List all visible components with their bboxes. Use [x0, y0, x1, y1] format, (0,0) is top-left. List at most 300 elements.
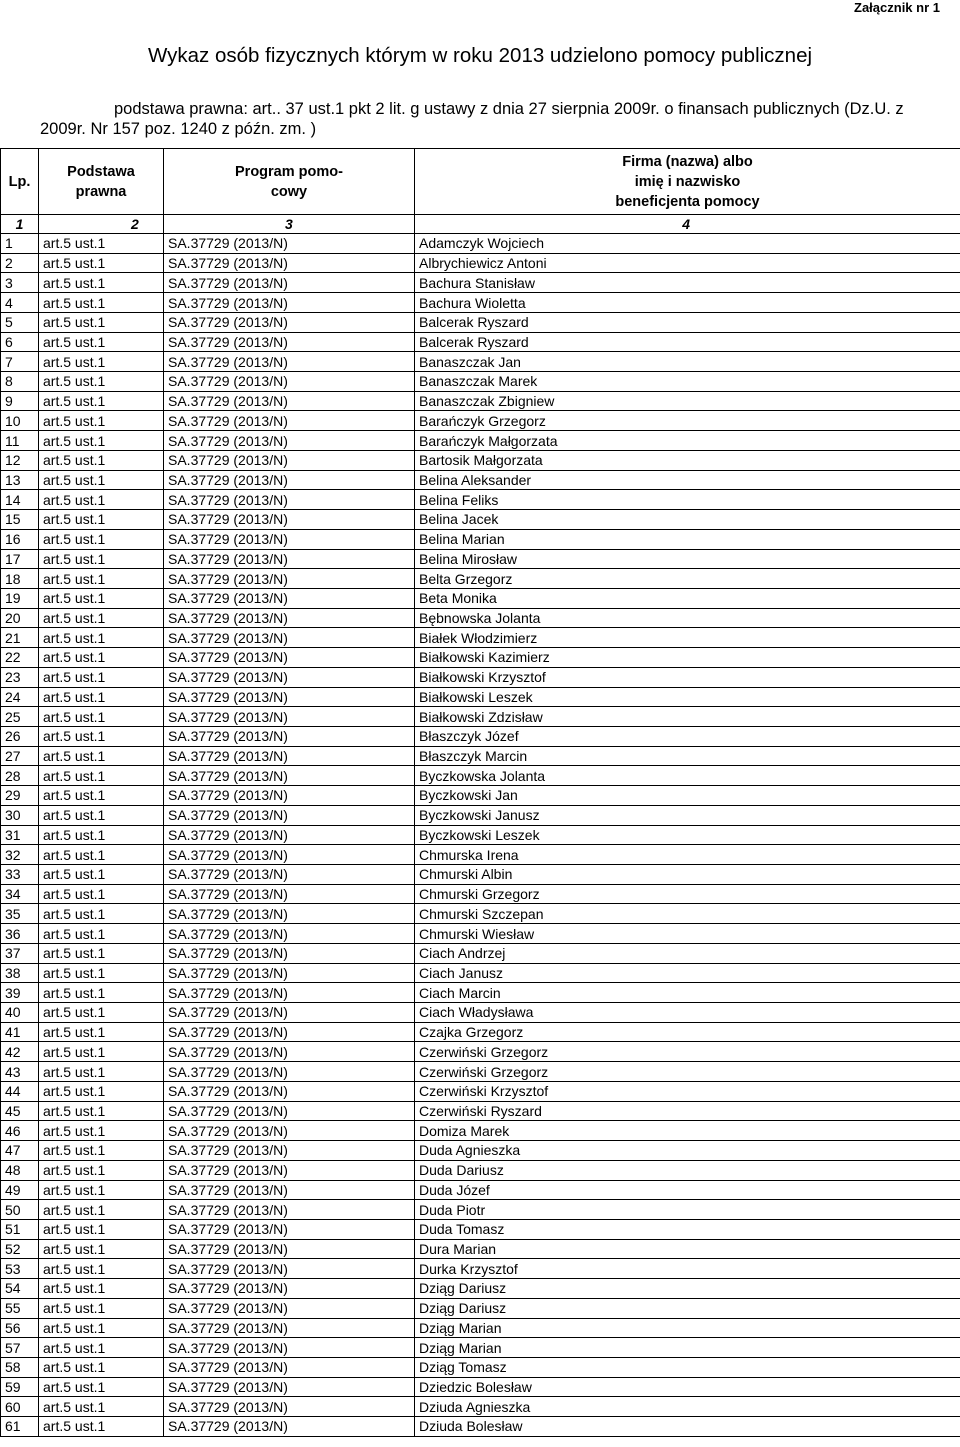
row-aid-program: SA.37729 (2013/N) — [164, 746, 415, 766]
row-lp: 26 — [1, 726, 39, 746]
row-beneficiary: Belina Jacek — [415, 510, 960, 530]
row-lp: 36 — [1, 924, 39, 944]
table-row — [1, 234, 960, 254]
row-legal-basis: art.5 ust.1 — [39, 943, 164, 963]
row-lp: 51 — [1, 1219, 39, 1239]
row-legal-basis: art.5 ust.1 — [39, 332, 164, 352]
row-legal-basis: art.5 ust.1 — [39, 411, 164, 431]
row-aid-program: SA.37729 (2013/N) — [164, 1338, 415, 1358]
row-lp: 10 — [1, 411, 39, 431]
row-beneficiary: Białek Włodzimierz — [415, 628, 960, 648]
row-beneficiary: Dziąg Tomasz — [415, 1357, 960, 1377]
table-row — [1, 1160, 960, 1180]
row-legal-basis: art.5 ust.1 — [39, 1279, 164, 1299]
row-aid-program: SA.37729 (2013/N) — [164, 707, 415, 727]
row-legal-basis: art.5 ust.1 — [39, 1160, 164, 1180]
row-beneficiary: Belta Grzegorz — [415, 569, 960, 589]
annex-label: Załącznik nr 1 — [854, 0, 940, 15]
row-aid-program: SA.37729 (2013/N) — [164, 431, 415, 451]
row-beneficiary: Byczkowski Janusz — [415, 805, 960, 825]
row-beneficiary: Dziąg Dariusz — [415, 1298, 960, 1318]
table-row — [1, 667, 960, 687]
row-beneficiary: Czajka Grzegorz — [415, 1022, 960, 1042]
row-aid-program: SA.37729 (2013/N) — [164, 352, 415, 372]
row-lp: 19 — [1, 588, 39, 608]
table-row — [1, 588, 960, 608]
row-legal-basis: art.5 ust.1 — [39, 687, 164, 707]
row-beneficiary: Albrychiewicz Antoni — [415, 253, 960, 273]
row-aid-program: SA.37729 (2013/N) — [164, 726, 415, 746]
row-beneficiary: Adamczyk Wojciech — [415, 234, 960, 254]
row-beneficiary: Białkowski Leszek — [415, 687, 960, 707]
row-legal-basis: art.5 ust.1 — [39, 510, 164, 530]
row-lp: 46 — [1, 1121, 39, 1141]
row-aid-program: SA.37729 (2013/N) — [164, 470, 415, 490]
row-aid-program: SA.37729 (2013/N) — [164, 1239, 415, 1259]
row-aid-program: SA.37729 (2013/N) — [164, 608, 415, 628]
row-aid-program: SA.37729 (2013/N) — [164, 312, 415, 332]
row-lp: 6 — [1, 332, 39, 352]
row-lp: 7 — [1, 352, 39, 372]
column-number: 1 — [1, 215, 39, 234]
row-beneficiary: Chmurski Szczepan — [415, 904, 960, 924]
row-beneficiary: Chmurski Wiesław — [415, 924, 960, 944]
row-beneficiary: Białkowski Krzysztof — [415, 667, 960, 687]
row-lp: 9 — [1, 391, 39, 411]
header-beneficiary: Firma (nazwa) albo imię i nazwisko beneficjenta pomocy — [415, 149, 960, 215]
table-row — [1, 1062, 960, 1082]
row-legal-basis: art.5 ust.1 — [39, 628, 164, 648]
table-row — [1, 1338, 960, 1358]
row-aid-program: SA.37729 (2013/N) — [164, 411, 415, 431]
column-number-row — [1, 215, 960, 234]
row-lp: 23 — [1, 667, 39, 687]
row-lp: 12 — [1, 450, 39, 470]
table-row — [1, 845, 960, 865]
table-row — [1, 707, 960, 727]
row-aid-program: SA.37729 (2013/N) — [164, 1062, 415, 1082]
row-lp: 42 — [1, 1042, 39, 1062]
header-legal-basis: Podstawa prawna — [39, 149, 164, 215]
header-aid-program: Program pomo- cowy — [164, 149, 415, 215]
table-row — [1, 293, 960, 313]
row-aid-program: SA.37729 (2013/N) — [164, 845, 415, 865]
row-lp: 59 — [1, 1377, 39, 1397]
row-lp: 28 — [1, 766, 39, 786]
row-lp: 18 — [1, 569, 39, 589]
row-legal-basis: art.5 ust.1 — [39, 1062, 164, 1082]
row-legal-basis: art.5 ust.1 — [39, 1338, 164, 1358]
row-lp: 32 — [1, 845, 39, 865]
row-legal-basis: art.5 ust.1 — [39, 1042, 164, 1062]
row-legal-basis: art.5 ust.1 — [39, 1022, 164, 1042]
row-aid-program: SA.37729 (2013/N) — [164, 648, 415, 668]
row-aid-program: SA.37729 (2013/N) — [164, 1141, 415, 1161]
row-aid-program: SA.37729 (2013/N) — [164, 943, 415, 963]
row-lp: 49 — [1, 1180, 39, 1200]
row-beneficiary: Bartosik Małgorzata — [415, 450, 960, 470]
table-row — [1, 963, 960, 983]
row-legal-basis: art.5 ust.1 — [39, 253, 164, 273]
row-beneficiary: Białkowski Zdzisław — [415, 707, 960, 727]
row-aid-program: SA.37729 (2013/N) — [164, 569, 415, 589]
row-lp: 29 — [1, 786, 39, 806]
row-aid-program: SA.37729 (2013/N) — [164, 1377, 415, 1397]
beneficiaries-table — [0, 148, 960, 1437]
row-beneficiary: Balcerak Ryszard — [415, 332, 960, 352]
row-legal-basis: art.5 ust.1 — [39, 569, 164, 589]
row-beneficiary: Duda Agnieszka — [415, 1141, 960, 1161]
table-row — [1, 1042, 960, 1062]
row-aid-program: SA.37729 (2013/N) — [164, 963, 415, 983]
row-lp: 37 — [1, 943, 39, 963]
row-aid-program: SA.37729 (2013/N) — [164, 1200, 415, 1220]
row-lp: 22 — [1, 648, 39, 668]
table-row — [1, 766, 960, 786]
row-lp: 25 — [1, 707, 39, 727]
row-legal-basis: art.5 ust.1 — [39, 805, 164, 825]
row-beneficiary: Bębnowska Jolanta — [415, 608, 960, 628]
table-row — [1, 1357, 960, 1377]
row-legal-basis: art.5 ust.1 — [39, 667, 164, 687]
row-beneficiary: Byczkowska Jolanta — [415, 766, 960, 786]
row-beneficiary: Dziuda Agnieszka — [415, 1397, 960, 1417]
table-row — [1, 608, 960, 628]
row-legal-basis: art.5 ust.1 — [39, 904, 164, 924]
row-legal-basis: art.5 ust.1 — [39, 293, 164, 313]
table-row — [1, 1180, 960, 1200]
row-aid-program: SA.37729 (2013/N) — [164, 1121, 415, 1141]
table-body — [1, 234, 960, 1437]
row-beneficiary: Beta Monika — [415, 588, 960, 608]
row-legal-basis: art.5 ust.1 — [39, 352, 164, 372]
table-row — [1, 865, 960, 885]
row-aid-program: SA.37729 (2013/N) — [164, 865, 415, 885]
row-aid-program: SA.37729 (2013/N) — [164, 529, 415, 549]
table-row — [1, 450, 960, 470]
table-row — [1, 805, 960, 825]
table-row — [1, 1417, 960, 1437]
row-beneficiary: Dura Marian — [415, 1239, 960, 1259]
row-beneficiary: Ciach Marcin — [415, 983, 960, 1003]
row-lp: 27 — [1, 746, 39, 766]
row-beneficiary: Chmurska Irena — [415, 845, 960, 865]
row-aid-program: SA.37729 (2013/N) — [164, 983, 415, 1003]
table-row — [1, 1259, 960, 1279]
header-lp: Lp. — [1, 149, 39, 215]
table-row — [1, 786, 960, 806]
row-legal-basis: art.5 ust.1 — [39, 1298, 164, 1318]
row-aid-program: SA.37729 (2013/N) — [164, 667, 415, 687]
row-beneficiary: Bachura Wioletta — [415, 293, 960, 313]
table-row — [1, 1239, 960, 1259]
table-row — [1, 1022, 960, 1042]
row-beneficiary: Dziąg Marian — [415, 1338, 960, 1358]
table-row — [1, 352, 960, 372]
row-legal-basis: art.5 ust.1 — [39, 372, 164, 392]
row-legal-basis: art.5 ust.1 — [39, 1121, 164, 1141]
table-row — [1, 411, 960, 431]
row-beneficiary: Błaszczyk Józef — [415, 726, 960, 746]
row-legal-basis: art.5 ust.1 — [39, 1318, 164, 1338]
row-legal-basis: art.5 ust.1 — [39, 1259, 164, 1279]
row-legal-basis: art.5 ust.1 — [39, 549, 164, 569]
row-beneficiary: Duda Piotr — [415, 1200, 960, 1220]
row-beneficiary: Bachura Stanisław — [415, 273, 960, 293]
row-legal-basis: art.5 ust.1 — [39, 1180, 164, 1200]
row-aid-program: SA.37729 (2013/N) — [164, 450, 415, 470]
row-lp: 31 — [1, 825, 39, 845]
row-legal-basis: art.5 ust.1 — [39, 391, 164, 411]
page-title: Wykaz osób fizycznych którym w roku 2013 udzielono pomocy publicznej — [147, 44, 813, 67]
table-row — [1, 1377, 960, 1397]
table-row — [1, 1219, 960, 1239]
table-header-row — [1, 149, 960, 215]
row-lp: 15 — [1, 510, 39, 530]
table-row — [1, 1318, 960, 1338]
row-aid-program: SA.37729 (2013/N) — [164, 904, 415, 924]
row-legal-basis: art.5 ust.1 — [39, 1239, 164, 1259]
row-aid-program: SA.37729 (2013/N) — [164, 510, 415, 530]
table-row — [1, 983, 960, 1003]
row-lp: 35 — [1, 904, 39, 924]
row-aid-program: SA.37729 (2013/N) — [164, 805, 415, 825]
row-legal-basis: art.5 ust.1 — [39, 884, 164, 904]
row-beneficiary: Byczkowski Leszek — [415, 825, 960, 845]
row-legal-basis: art.5 ust.1 — [39, 963, 164, 983]
row-lp: 48 — [1, 1160, 39, 1180]
row-aid-program: SA.37729 (2013/N) — [164, 1298, 415, 1318]
row-aid-program: SA.37729 (2013/N) — [164, 1219, 415, 1239]
table-row — [1, 884, 960, 904]
table-row — [1, 687, 960, 707]
row-legal-basis: art.5 ust.1 — [39, 786, 164, 806]
row-lp: 8 — [1, 372, 39, 392]
row-lp: 30 — [1, 805, 39, 825]
row-lp: 52 — [1, 1239, 39, 1259]
row-aid-program: SA.37729 (2013/N) — [164, 786, 415, 806]
row-beneficiary: Dziąg Dariusz — [415, 1279, 960, 1299]
table-row — [1, 1081, 960, 1101]
table-row — [1, 746, 960, 766]
row-beneficiary: Belina Mirosław — [415, 549, 960, 569]
row-aid-program: SA.37729 (2013/N) — [164, 687, 415, 707]
legal-basis-line-1: podstawa prawna: art.. 37 ust.1 pkt 2 lit. g ustawy z dnia 27 sierpnia 2009r. o finansach publicznych (Dz.U. z — [114, 100, 904, 118]
row-aid-program: SA.37729 (2013/N) — [164, 1259, 415, 1279]
table-row — [1, 332, 960, 352]
row-legal-basis: art.5 ust.1 — [39, 1357, 164, 1377]
table-row — [1, 253, 960, 273]
row-legal-basis: art.5 ust.1 — [39, 608, 164, 628]
row-legal-basis: art.5 ust.1 — [39, 450, 164, 470]
row-legal-basis: art.5 ust.1 — [39, 1141, 164, 1161]
row-lp: 13 — [1, 470, 39, 490]
row-beneficiary: Barańczyk Małgorzata — [415, 431, 960, 451]
table-row — [1, 1101, 960, 1121]
row-lp: 14 — [1, 490, 39, 510]
row-lp: 4 — [1, 293, 39, 313]
row-aid-program: SA.37729 (2013/N) — [164, 391, 415, 411]
row-legal-basis: art.5 ust.1 — [39, 1219, 164, 1239]
row-lp: 33 — [1, 865, 39, 885]
row-lp: 57 — [1, 1338, 39, 1358]
row-beneficiary: Domiza Marek — [415, 1121, 960, 1141]
row-aid-program: SA.37729 (2013/N) — [164, 253, 415, 273]
row-aid-program: SA.37729 (2013/N) — [164, 924, 415, 944]
row-lp: 3 — [1, 273, 39, 293]
row-beneficiary: Belina Aleksander — [415, 470, 960, 490]
table-row — [1, 490, 960, 510]
row-legal-basis: art.5 ust.1 — [39, 490, 164, 510]
table-row — [1, 470, 960, 490]
row-legal-basis: art.5 ust.1 — [39, 648, 164, 668]
table-row — [1, 943, 960, 963]
row-beneficiary: Błaszczyk Marcin — [415, 746, 960, 766]
row-aid-program: SA.37729 (2013/N) — [164, 234, 415, 254]
row-lp: 50 — [1, 1200, 39, 1220]
row-lp: 40 — [1, 1003, 39, 1023]
row-beneficiary: Ciach Władysława — [415, 1003, 960, 1023]
row-beneficiary: Banaszczak Marek — [415, 372, 960, 392]
column-number: 4 — [415, 215, 960, 234]
row-legal-basis: art.5 ust.1 — [39, 707, 164, 727]
table-row — [1, 904, 960, 924]
row-lp: 21 — [1, 628, 39, 648]
table-row — [1, 569, 960, 589]
row-lp: 45 — [1, 1101, 39, 1121]
row-beneficiary: Banaszczak Zbigniew — [415, 391, 960, 411]
row-legal-basis: art.5 ust.1 — [39, 588, 164, 608]
row-beneficiary: Czerwiński Grzegorz — [415, 1062, 960, 1082]
row-aid-program: SA.37729 (2013/N) — [164, 1180, 415, 1200]
row-lp: 24 — [1, 687, 39, 707]
row-beneficiary: Durka Krzysztof — [415, 1259, 960, 1279]
row-legal-basis: art.5 ust.1 — [39, 234, 164, 254]
row-legal-basis: art.5 ust.1 — [39, 924, 164, 944]
table-row — [1, 431, 960, 451]
row-aid-program: SA.37729 (2013/N) — [164, 825, 415, 845]
legal-basis — [40, 99, 945, 139]
row-legal-basis: art.5 ust.1 — [39, 766, 164, 786]
table-row — [1, 529, 960, 549]
row-aid-program: SA.37729 (2013/N) — [164, 1279, 415, 1299]
table-row — [1, 825, 960, 845]
row-legal-basis: art.5 ust.1 — [39, 1003, 164, 1023]
row-legal-basis: art.5 ust.1 — [39, 312, 164, 332]
table-row — [1, 726, 960, 746]
row-beneficiary: Czerwiński Ryszard — [415, 1101, 960, 1121]
row-lp: 47 — [1, 1141, 39, 1161]
row-aid-program: SA.37729 (2013/N) — [164, 372, 415, 392]
row-beneficiary: Banaszczak Jan — [415, 352, 960, 372]
row-aid-program: SA.37729 (2013/N) — [164, 1357, 415, 1377]
table-row — [1, 312, 960, 332]
row-legal-basis: art.5 ust.1 — [39, 1081, 164, 1101]
row-lp: 54 — [1, 1279, 39, 1299]
row-beneficiary: Duda Józef — [415, 1180, 960, 1200]
row-legal-basis: art.5 ust.1 — [39, 529, 164, 549]
row-aid-program: SA.37729 (2013/N) — [164, 1397, 415, 1417]
row-beneficiary: Chmurski Albin — [415, 865, 960, 885]
row-aid-program: SA.37729 (2013/N) — [164, 884, 415, 904]
row-legal-basis: art.5 ust.1 — [39, 273, 164, 293]
row-legal-basis: art.5 ust.1 — [39, 983, 164, 1003]
row-beneficiary: Dziąg Marian — [415, 1318, 960, 1338]
row-lp: 11 — [1, 431, 39, 451]
row-legal-basis: art.5 ust.1 — [39, 431, 164, 451]
row-legal-basis: art.5 ust.1 — [39, 865, 164, 885]
row-legal-basis: art.5 ust.1 — [39, 1397, 164, 1417]
row-legal-basis: art.5 ust.1 — [39, 1377, 164, 1397]
row-aid-program: SA.37729 (2013/N) — [164, 1417, 415, 1437]
row-beneficiary: Balcerak Ryszard — [415, 312, 960, 332]
row-lp: 44 — [1, 1081, 39, 1101]
row-beneficiary: Dziuda Bolesław — [415, 1417, 960, 1437]
row-lp: 2 — [1, 253, 39, 273]
row-lp: 61 — [1, 1417, 39, 1437]
row-lp: 20 — [1, 608, 39, 628]
table-row — [1, 1121, 960, 1141]
row-lp: 5 — [1, 312, 39, 332]
row-beneficiary: Barańczyk Grzegorz — [415, 411, 960, 431]
row-aid-program: SA.37729 (2013/N) — [164, 628, 415, 648]
row-legal-basis: art.5 ust.1 — [39, 845, 164, 865]
table-row — [1, 372, 960, 392]
table-row — [1, 1397, 960, 1417]
row-beneficiary: Chmurski Grzegorz — [415, 884, 960, 904]
row-aid-program: SA.37729 (2013/N) — [164, 273, 415, 293]
row-lp: 43 — [1, 1062, 39, 1082]
table-row — [1, 510, 960, 530]
row-beneficiary: Dziedzic Bolesław — [415, 1377, 960, 1397]
row-aid-program: SA.37729 (2013/N) — [164, 549, 415, 569]
row-legal-basis: art.5 ust.1 — [39, 746, 164, 766]
row-lp: 1 — [1, 234, 39, 254]
row-lp: 17 — [1, 549, 39, 569]
row-aid-program: SA.37729 (2013/N) — [164, 588, 415, 608]
row-beneficiary: Czerwiński Krzysztof — [415, 1081, 960, 1101]
column-number: 3 — [164, 215, 415, 234]
row-aid-program: SA.37729 (2013/N) — [164, 490, 415, 510]
row-beneficiary: Belina Feliks — [415, 490, 960, 510]
row-beneficiary: Byczkowski Jan — [415, 786, 960, 806]
row-aid-program: SA.37729 (2013/N) — [164, 1101, 415, 1121]
row-beneficiary: Białkowski Kazimierz — [415, 648, 960, 668]
table-row — [1, 1141, 960, 1161]
row-lp: 56 — [1, 1318, 39, 1338]
row-lp: 58 — [1, 1357, 39, 1377]
row-lp: 53 — [1, 1259, 39, 1279]
column-number: 2 — [39, 215, 164, 234]
row-beneficiary: Ciach Janusz — [415, 963, 960, 983]
row-legal-basis: art.5 ust.1 — [39, 1101, 164, 1121]
row-legal-basis: art.5 ust.1 — [39, 1417, 164, 1437]
row-beneficiary: Belina Marian — [415, 529, 960, 549]
row-aid-program: SA.37729 (2013/N) — [164, 293, 415, 313]
legal-basis-line-2: 2009r. Nr 157 poz. 1240 z późn. zm. ) — [40, 120, 317, 138]
row-beneficiary: Czerwiński Grzegorz — [415, 1042, 960, 1062]
table-row — [1, 924, 960, 944]
row-lp: 34 — [1, 884, 39, 904]
row-beneficiary: Ciach Andrzej — [415, 943, 960, 963]
table-row — [1, 628, 960, 648]
table-row — [1, 1298, 960, 1318]
table-row — [1, 1279, 960, 1299]
row-lp: 16 — [1, 529, 39, 549]
row-beneficiary: Duda Dariusz — [415, 1160, 960, 1180]
table-row — [1, 1200, 960, 1220]
table-row — [1, 1003, 960, 1023]
